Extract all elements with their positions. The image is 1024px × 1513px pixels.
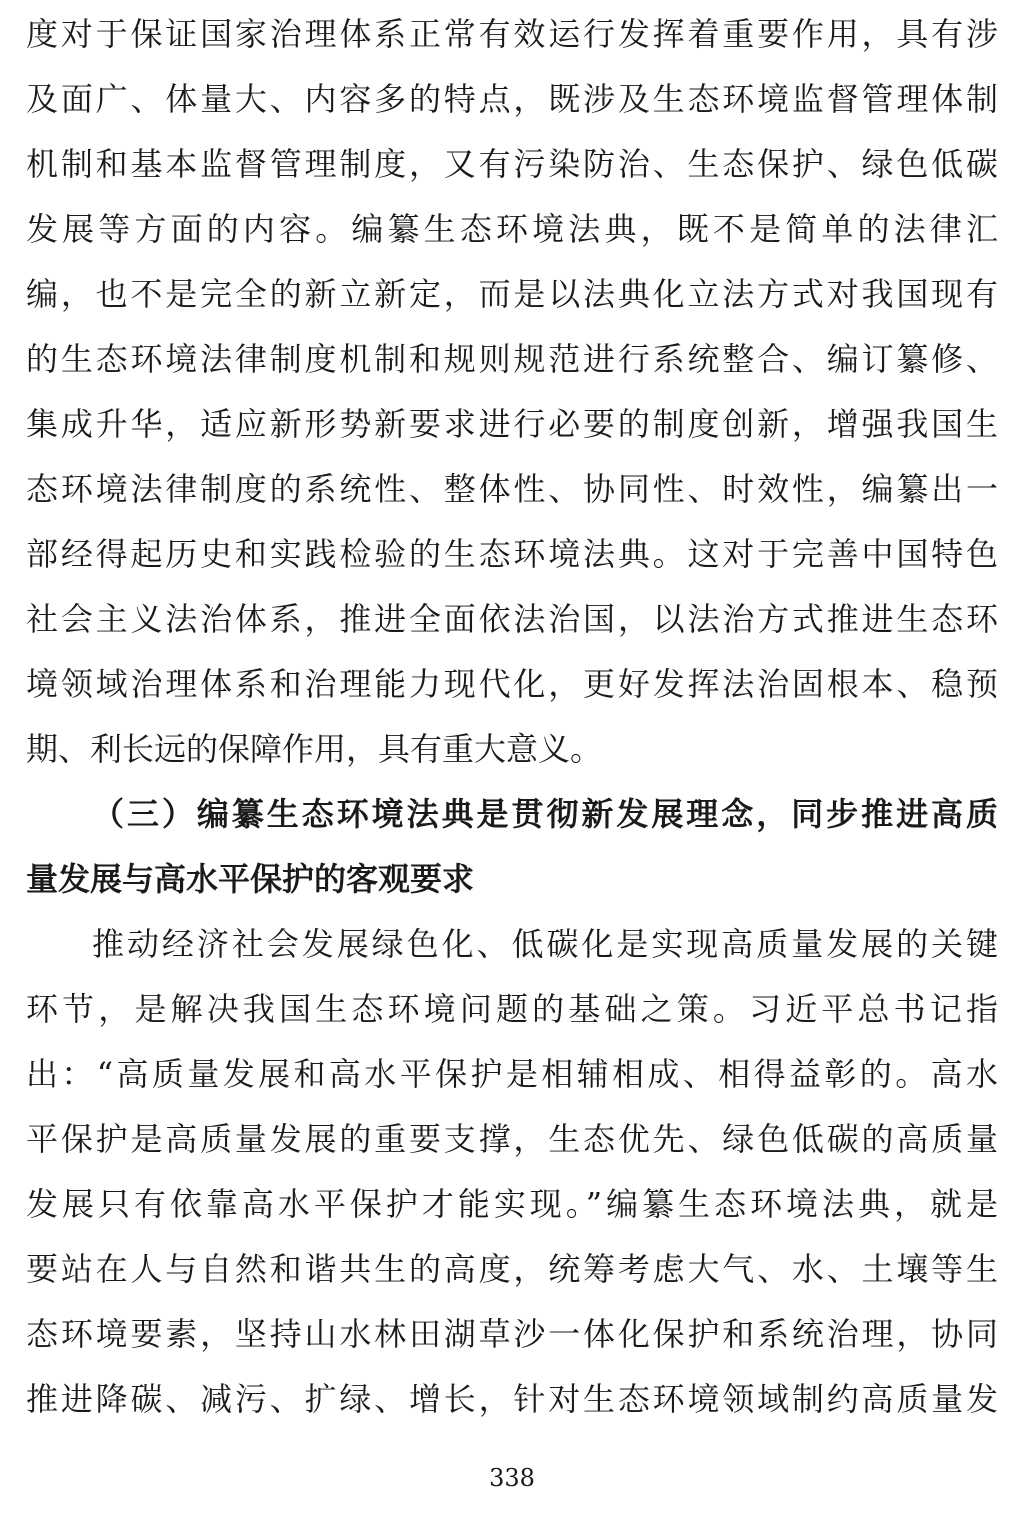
body-text-line: 环节，是解决我国生态环境问题的基础之策。习近平总书记指 xyxy=(26,990,998,1028)
body-text-line: 集成升华，适应新形势新要求进行必要的制度创新，增强我国生 xyxy=(26,405,998,443)
body-text-line: 机制和基本监督管理制度，又有污染防治、生态保护、绿色低碳 xyxy=(26,145,998,183)
body-text-line: 推进降碳、减污、扩绿、增长，针对生态环境领域制约高质量发 xyxy=(26,1380,998,1418)
body-text-line: 态环境法律制度的系统性、整体性、协同性、时效性，编纂出一 xyxy=(26,470,998,508)
body-text-line: 态环境要素，坚持山水林田湖草沙一体化保护和系统治理，协同 xyxy=(26,1315,998,1353)
body-text-line: 要站在人与自然和谐共生的高度，统筹考虑大气、水、土壤等生 xyxy=(26,1250,998,1288)
body-text-line: 推动经济社会发展绿色化、低碳化是实现高质量发展的关键 xyxy=(92,925,998,963)
body-text-line: 出：“高质量发展和高水平保护是相辅相成、相得益彰的。高水 xyxy=(26,1055,998,1093)
body-text-line: 社会主义法治体系，推进全面依法治国，以法治方式推进生态环 xyxy=(26,600,998,638)
body-text-line: 境领域治理体系和治理能力现代化，更好发挥法治固根本、稳预 xyxy=(26,665,998,703)
body-text-line: 编，也不是完全的新立新定，而是以法典化立法方式对我国现有 xyxy=(26,275,998,313)
body-text-line: 发展等方面的内容。编纂生态环境法典，既不是简单的法律汇 xyxy=(26,210,998,248)
body-text-line: 的生态环境法律制度机制和规则规范进行系统整合、编订纂修、 xyxy=(26,340,998,378)
body-text-line: 度对于保证国家治理体系正常有效运行发挥着重要作用，具有涉 xyxy=(26,15,998,53)
section-heading: 量发展与高水平保护的客观要求 xyxy=(26,860,475,898)
body-text-line: 部经得起历史和实践检验的生态环境法典。这对于完善中国特色 xyxy=(26,535,998,573)
section-heading: （三）编纂生态环境法典是贯彻新发展理念，同步推进高质 xyxy=(92,795,998,833)
body-text-line: 平保护是高质量发展的重要支撑，生态优先、绿色低碳的高质量 xyxy=(26,1120,998,1158)
page-number: 338 xyxy=(489,1464,535,1492)
body-text-line: 及面广、体量大、内容多的特点，既涉及生态环境监督管理体制 xyxy=(26,80,998,118)
body-text-line: 期、利长远的保障作用，具有重大意义。 xyxy=(26,730,603,768)
body-text-line: 发展只有依靠高水平保护才能实现。”编纂生态环境法典，就是 xyxy=(26,1185,998,1223)
